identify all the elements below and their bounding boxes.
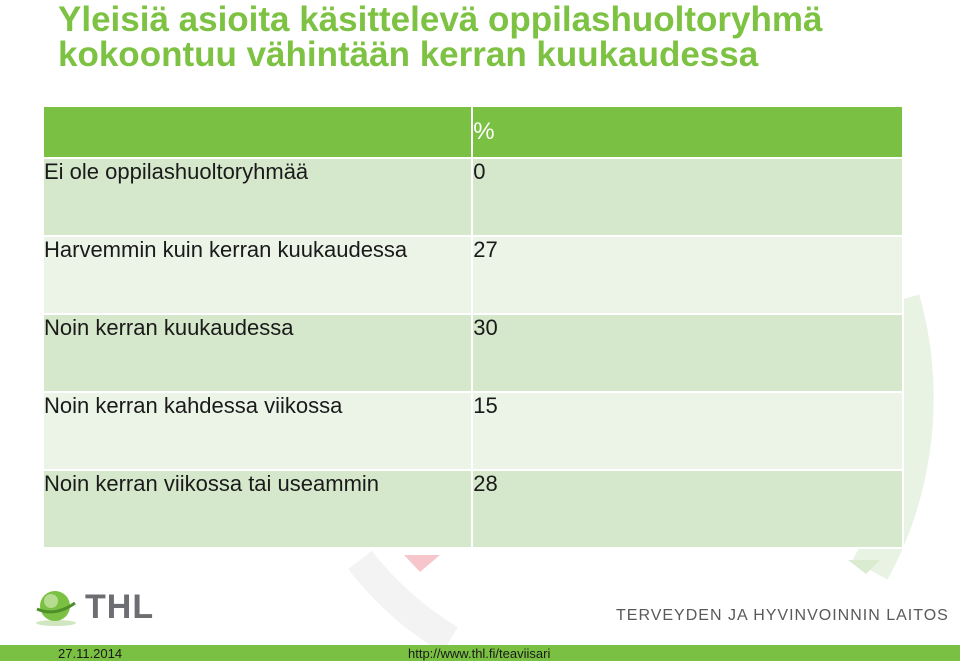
table-header-label: [43, 106, 472, 158]
table-header-percent: %: [472, 106, 903, 158]
page-title-line1: Yleisiä asioita käsittelevä oppilashuoltoryhmä: [58, 0, 823, 39]
thl-logo: [33, 587, 154, 627]
row-value: 0: [472, 158, 903, 236]
row-label: Noin kerran kahdessa viikossa: [43, 392, 472, 470]
table-header-row: [43, 106, 903, 158]
results-table: [42, 105, 904, 549]
row-label: Harvemmin kuin kerran kuukaudessa: [43, 236, 472, 314]
row-label: Ei ole oppilashuoltoryhmää: [43, 158, 472, 236]
organization-name: TERVEYDEN JA HYVINVOINNIN LAITOS: [616, 607, 949, 624]
page-title: [58, 2, 822, 72]
row-label: Noin kerran viikossa tai useammin: [43, 470, 472, 548]
footer-url: http://www.thl.fi/teaviisari: [408, 646, 551, 661]
footer-date: 27.11.2014: [58, 646, 123, 661]
table-row: [43, 158, 903, 236]
table-row: [43, 392, 903, 470]
logo-text: THL: [85, 587, 155, 626]
row-value: 27: [472, 236, 903, 314]
row-label: Noin kerran kuukaudessa: [43, 314, 472, 392]
page-title-line2: kokoontuu vähintään kerran kuukaudessa: [58, 35, 759, 74]
table-row: [43, 236, 903, 314]
row-value: 28: [472, 470, 903, 548]
row-value: 30: [472, 314, 903, 392]
thl-sphere-logo-icon: [33, 587, 79, 627]
table-row: [43, 470, 903, 548]
table-row: [43, 314, 903, 392]
row-value: 15: [472, 392, 903, 470]
